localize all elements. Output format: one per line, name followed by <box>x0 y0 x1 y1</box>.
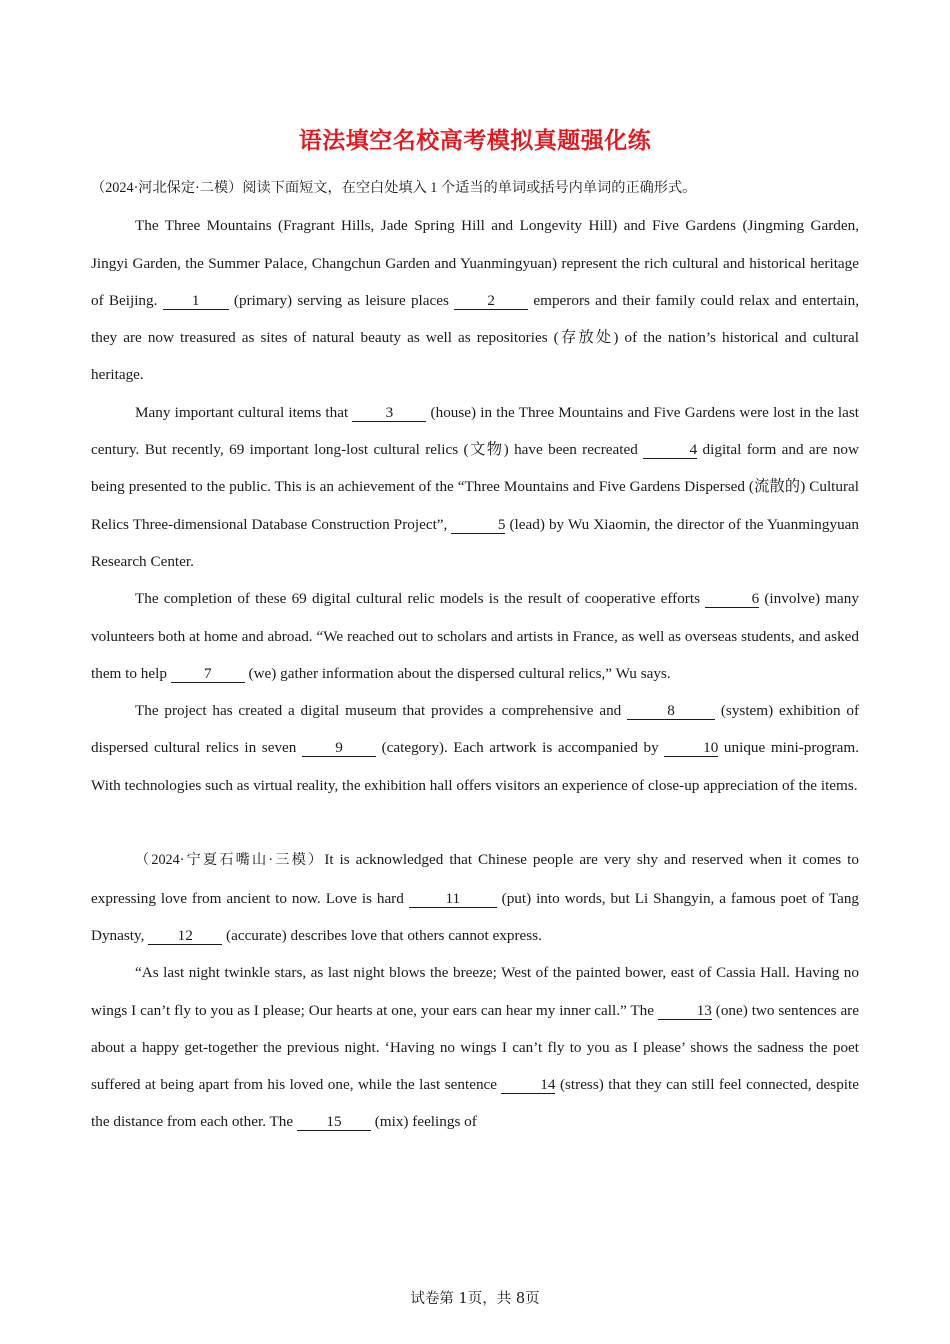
page-footer: 试卷第 1页，共 8页 <box>410 1291 540 1307</box>
passage-1-source: （2024·河北保定·二模）阅读下面短文，在空白处填入 1 个适当的单词或括号内单词的正确形式。 <box>91 180 697 196</box>
passage-2-paragraph-1: （2024·宁夏石嘴山·三模）It is acknowledged that Chinese people are very shy and reserved when it comes to expressing love from ancient to now. Love is hard 11 (put) into words, but Li Shangyin, a famous poet of Tang Dynasty, 12 (accurate) describes love that others cannot express. <box>91 851 860 944</box>
section-spacer <box>91 804 859 841</box>
blank-10[interactable]: 10 <box>664 740 718 757</box>
blank-5[interactable]: 5 <box>451 517 505 534</box>
blank-14[interactable]: 14 <box>501 1077 555 1094</box>
blank-12[interactable]: 12 <box>148 928 222 945</box>
passage-2-paragraph-2: “As last night twinkle stars, as last night blows the breeze; West of the painted bower, east of Cassia Hall. Having no wings I can’t fly to you as I please; Our hearts at one, your ears can hear my inner call.” The 13 (one) two sentences are about a happy get-together the previous night. ‘Having no wings I can’t fly to you as I please’ shows the sadness the poet suffered at being apart from his loved one, while the last sentence 14 (stress) that they can still feel connected, despite the distance from each other. The 15 (mix) feelings of <box>91 964 859 1131</box>
blank-4[interactable]: 4 <box>643 442 697 459</box>
passage-1-paragraph-2: Many important cultural items that 3 (house) in the Three Mountains and Five Gardens were lost in the last century. But recently, 69 important long-lost cultural relics (文物) have been recreated 4 digital form and are now being presented to the public. This is an achievement of the “Three Mountains and Five Gardens Dispersed (流散的) Cultural Relics Three-dimensional Database Construction Project”, 5 (lead) by Wu Xiaomin, the director of the Yuanmingyuan Research Center. <box>91 403 859 570</box>
blank-6[interactable]: 6 <box>705 591 759 608</box>
blank-15[interactable]: 15 <box>297 1114 371 1131</box>
blank-7[interactable]: 7 <box>171 666 245 683</box>
blank-3[interactable]: 3 <box>352 405 426 422</box>
page-title: 语法填空名校高考模拟真题强化练 <box>298 127 652 154</box>
blank-11[interactable]: 11 <box>409 891 497 908</box>
passage-1-paragraph-4: The project has created a digital museum that provides a comprehensive and 8 (system) exhibition of dispersed cultural relics in seven 9 (category). Each artwork is accompanied by 10 unique mini-program. With technologies such as virtual reality, the exhibition hall offers visitors an experience of close-up appreciation of the items. <box>91 702 859 794</box>
passage-2-source: （2024·宁夏石嘴山·三模） <box>135 852 325 869</box>
blank-2[interactable]: 2 <box>454 293 528 310</box>
passage-1-paragraph-1: The Three Mountains (Fragrant Hills, Jade Spring Hill and Longevity Hill) and Five Gardens (Jingming Garden, Jingyi Garden, the Summer Palace, Changchun Garden and Yuanmingyuan) represent the rich cultural and historical heritage of Beijing. 1 (primary) serving as leisure places 2 emperors and their family could relax and entertain, they are now treasured as sites of natural beauty as well as repositories (存放处) of the nation’s historical and cultural heritage. <box>91 217 860 384</box>
passage-1-paragraph-3: The completion of these 69 digital cultural relic models is the result of cooperative efforts 6 (involve) many volunteers both at home and abroad. “We reached out to scholars and artists in France, as well as overseas students, and asked them to help 7 (we) gather information about the dispersed cultural relics,” Wu says. <box>91 590 859 682</box>
exam-body <box>91 170 859 1141</box>
blank-8[interactable]: 8 <box>627 703 715 720</box>
blank-9[interactable]: 9 <box>302 740 376 757</box>
blank-13[interactable]: 13 <box>658 1003 712 1020</box>
blank-1[interactable]: 1 <box>163 293 229 310</box>
